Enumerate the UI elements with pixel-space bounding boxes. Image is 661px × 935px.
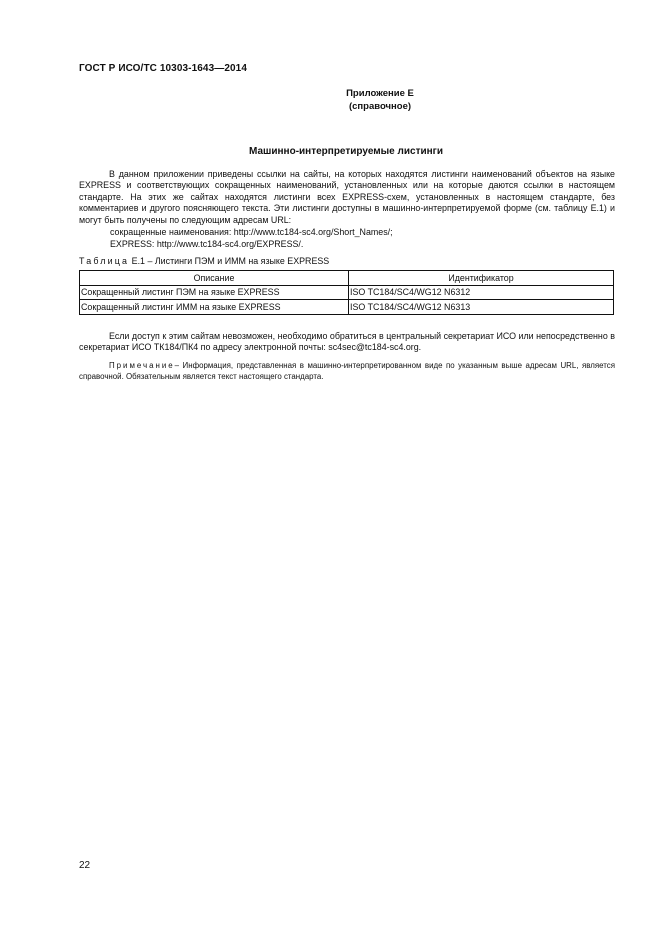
header-identifier: Идентификатор: [349, 271, 614, 286]
row-description: Сокращенный листинг ПЭМ на языке EXPRESS: [80, 285, 349, 300]
table-header-row: [80, 271, 614, 286]
express-url: EXPRESS: http://www.tc184-sc4.org/EXPRESS/.: [110, 239, 304, 249]
page-number: 22: [79, 860, 91, 871]
table-row: [80, 285, 614, 300]
short-names-url: сокращенные наименования: http://www.tc184-sc4.org/Short_Names/;: [110, 227, 393, 237]
contact-paragraph: [79, 331, 615, 354]
intro-text: В данном приложении приведены ссылки на сайты, на которых находятся листинги наименований объектов на языке EXPRESS и соответствующих сокращенных наименований, установленных или на которые даются ссылки в настоящем стандарте. На этих же сайтах находятся листинги всех EXPRESS-схем, установленных в настоящем стандарте, без комментариев и другого поясняющего текста. Эти листинги доступны в машинно-интерпретируемой форме (см. таблицу Е.1) и могут быть получены по следующим адресам URL:: [79, 169, 615, 225]
appendix-heading: [300, 87, 460, 113]
table-caption: [79, 256, 329, 266]
row-identifier: ISO TC184/SC4/WG12 N6312: [349, 285, 614, 300]
intro-paragraph: [79, 169, 615, 226]
header-description: Описание: [80, 271, 349, 286]
appendix-title: Приложение Е: [346, 88, 414, 99]
row-identifier: ISO TC184/SC4/WG12 N6313: [349, 300, 614, 315]
table-row: [80, 300, 614, 315]
listings-table: [79, 270, 614, 315]
row-description: Сокращенный листинг ИММ на языке EXPRESS: [80, 300, 349, 315]
table-caption-text: Е.1 – Листинги ПЭМ и ИММ на языке EXPRESS: [131, 256, 330, 266]
note-label: Примечание: [109, 361, 175, 370]
contact-text: Если доступ к этим сайтам невозможен, необходимо обратиться в центральный секретариат ИСО или непосредственно в секретариат ИСО ТК184/ПК4 по адресу электронной почты: sc4sec@tc184-sc4.org.: [79, 331, 615, 353]
note-paragraph: [79, 361, 615, 382]
appendix-subtitle: (справочное): [348, 101, 412, 112]
standard-header: ГОСТ Р ИСО/ТС 10303-1643—2014: [79, 63, 247, 74]
table-caption-prefix: Таблица: [79, 256, 130, 266]
section-title: Машинно-интерпретируемые листинги: [249, 146, 443, 157]
note-text: – Информация, представленная в машинно-интерпретированном виде по указанным выше адресам URL, является справочной. Обязательным является текст настоящего стандарта.: [79, 361, 615, 381]
